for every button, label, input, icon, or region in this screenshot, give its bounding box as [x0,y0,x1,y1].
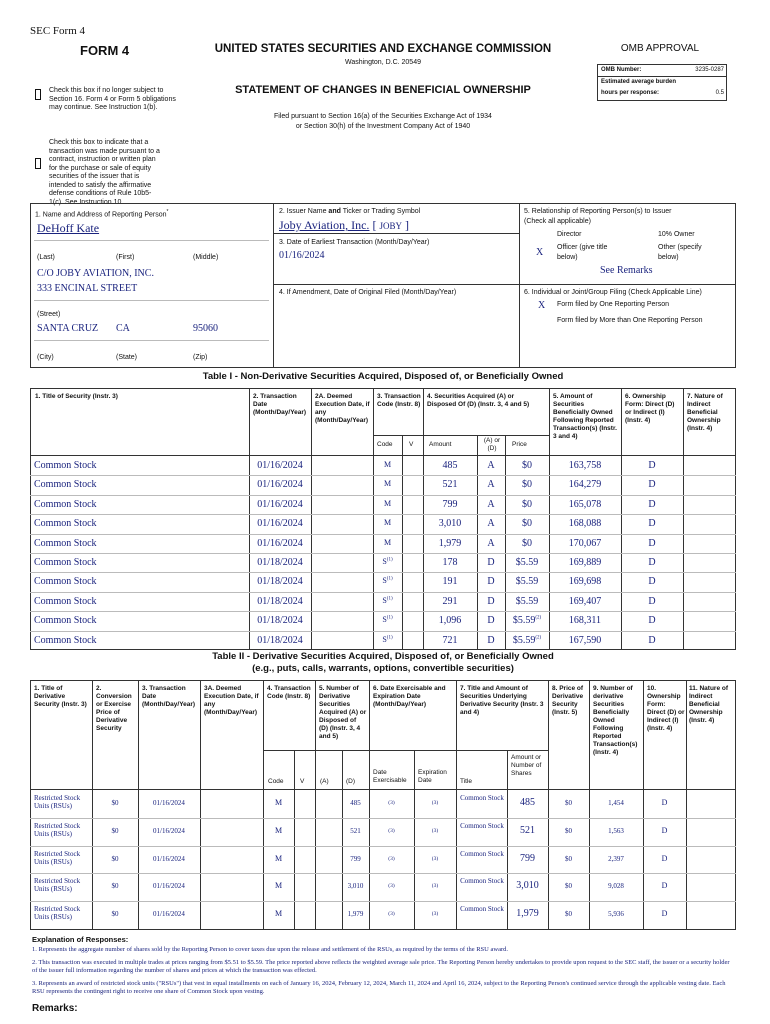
t1-h-nature: 7. Nature of Indirect Beneficial Ownership (Instr. 4) [687,393,723,432]
t2-h-price: 8. Price of Derivative Security (Instr. 5) [552,685,584,716]
filed-line-1: Filed pursuant to Section 16(a) of the Securities Exchange Act of 1934 [274,113,492,120]
statement-title: STATEMENT OF CHANGES IN BENEFICIAL OWNERSHIP [235,84,531,96]
t1-ownership-form: D [648,576,656,588]
t1-owned-following: 168,311 [568,615,602,627]
t1-h-title: 1. Title of Security (Instr. 3) [35,393,118,400]
officer-option[interactable]: Officer (give title below) [557,244,608,261]
footnote-3: 3. Represents an award of restricted stock units ("RSUs") that vest in equal installments on each of January 16, 2024, February 12, 2024, March 11, 2024 and April 16, 2024, subject to the Reporting Person's continued service through the applicable vesting date. Each RSU represents the contingent right to receive one share of Common Stock upon vesting. [32,980,726,995]
t2-disposed: 485 [350,799,361,807]
t1-transaction-date: 01/16/2024 [257,460,303,471]
last-label: (Last) [37,254,55,261]
t1-ownership-form: D [648,518,656,530]
issuer-label: 2. Issuer Name and Ticker or Trading Symbol [279,208,421,215]
t1-amount: 1,096 [438,615,462,627]
state-label: (State) [116,354,138,361]
t2-owned-following: 1,454 [608,799,624,807]
t1-h-ownership-form: 6. Ownership Form: Direct (D) or Indirect (I) (Instr. 4) [625,393,675,424]
t2-owned-following: 2,397 [608,854,624,863]
t1-transaction-code: M [383,518,392,528]
issuer-name[interactable]: Joby Aviation, Inc. [279,218,370,232]
t2-conversion-price: $0 [111,826,119,835]
t1-transaction-code: $S^{(1)}$ [382,615,393,625]
t1-amount: 191 [442,576,458,588]
omb-number-value: 3235-0287 [695,67,724,73]
t2-underlying-title: Common Stock [460,821,504,830]
t2-expiration-date: (3) [431,800,439,806]
footnote-1: 1. Represents the aggregate number of shares sold by the Reporting Person to cover taxes due upon the release and settlement of the RSUs, as required by the terms of the RSU award. [32,946,508,953]
remarks-label: Remarks: [32,1003,78,1014]
t2-h-number: 5. Number of Derivative Securities Acquired (A) or Disposed of (D) (Instr. 3, 4 and 5) [319,685,367,740]
t2-derivative-price: $0 [565,910,572,919]
t1-owned-following: 169,407 [568,595,602,607]
filed-line-2: or Section 30(h) of the Investment Company Act of 1940 [295,123,471,130]
t2-h-exp-sub: Expiration Date [418,769,447,784]
t2-derivative-title: Restricted Stock Units (RSUs) [34,877,81,894]
t1-transaction-date: 01/18/2024 [257,557,303,568]
t1-acquired-disposed: A [487,498,495,510]
t2-underlying-shares: 521 [520,824,535,836]
t1-amount: 721 [442,634,458,646]
t2-disposed: 521 [350,826,361,835]
t2-underlying-title: Common Stock [460,877,504,886]
form-title: FORM 4 [80,43,130,58]
t2-date-exercisable: (3) [388,911,395,918]
rule-10b5-1-text: Check this box to indicate that a transaction was made pursuant to a contract, instruction or written plan for the purchase or sale of equity securities of the issuer that is intended to satisfy the affirmative defense conditions of Rule 10b5-1(c). See Instruction 10. [49,139,160,206]
t2-owned-following: 9,028 [608,882,624,891]
t2-date-exercisable: (3) [388,827,395,834]
t1-ownership-form: D [648,479,656,491]
t2-h-code: 4. Transaction Code (Instr. 8) [267,685,311,700]
t1-acquired-disposed: D [487,576,495,588]
t1-transaction-code: M [383,537,392,547]
t1-h-amount-sub: Amount [429,441,452,448]
t1-ownership-form: D [648,460,656,471]
t1-transaction-code: M [383,498,392,508]
t1-transaction-date: 01/18/2024 [257,595,303,607]
zip-label: (Zip) [193,354,208,361]
state-value: CA [116,323,130,334]
t2-underlying-shares: 1,979 [516,908,539,920]
t1-transaction-date: 01/16/2024 [257,518,303,530]
t1-h-securities: 4. Securities Acquired (A) or Disposed Of (D) (Instr. 3, 4 and 5) [427,393,530,408]
city-label: (City) [37,354,54,361]
t1-security-title: Common Stock [34,518,97,530]
omb-hours-value: 0.5 [715,90,724,96]
amendment-label: 4. If Amendment, Date of Original Filed (Month/Day/Year) [279,289,457,296]
footnote-2: 2. This transaction was executed in multiple trades at prices ranging from $5.51 to $5.59. The price reported above reflects the weighted average sale price. The Reporting Person hereby undertakes to provide upon request to the SEC staff, the issuer or a security holder of the issuer full information regarding the number of shares and prices at which the transaction was effected. [32,959,730,974]
t1-h-ad-sub: (A) or (D) [483,437,501,452]
address-line-1: C/O JOBY AVIATION, INC. [37,268,154,279]
t1-h-price-sub: Price [512,441,527,448]
no-longer-subject-text: Check this box if no longer subject to Section 16. Form 4 or Form 5 obligations may continue. See Instruction 1(b). [49,87,176,111]
t2-h-shares-sub: Amount or Number of Shares [511,754,542,777]
reporting-person-label: 1. Name and Address of Reporting Person* [35,209,169,219]
t1-ownership-form: D [648,634,656,646]
t1-ownership-form: D [648,498,656,510]
t2-conversion-price: $0 [111,854,119,863]
t2-h-exercisable: 6. Date Exercisable and Expiration Date (Month/Day/Year) [373,685,446,708]
relationship-label: 5. Relationship of Reporting Person(s) to Issuer [524,208,672,215]
t1-ownership-form: D [648,595,656,607]
t1-owned-following: 165,078 [568,498,602,510]
officer-checkmark: X [536,247,544,258]
t1-h-date: 2. Transaction Date (Month/Day/Year) [253,393,307,416]
t2-derivative-price: $0 [565,826,572,835]
t1-transaction-date: 01/18/2024 [257,615,303,627]
t2-disposed: 3,010 [347,882,364,891]
t1-acquired-disposed: D [487,595,495,607]
t2-h-title: 1. Title of Derivative Security (Instr. 3) [34,685,87,708]
t2-derivative-price: $0 [565,882,572,891]
t1-price: $5.59 [515,595,539,607]
omb-number-label: OMB Number: [601,67,642,73]
t2-h-owned: 9. Number of derivative Securities Beneficially Owned Following Reported Transaction(s) (Instr. 4) [593,685,638,756]
t2-underlying-shares: 799 [520,852,535,864]
agency-location: Washington, D.C. 20549 [344,59,421,66]
t1-transaction-code: M [383,479,392,489]
t1-owned-following: 169,698 [568,576,602,588]
t1-price: $0 [522,460,532,471]
t2-h-code-sub: Code [268,778,284,785]
no-longer-subject-checkbox[interactable] [35,89,41,100]
t1-security-title: Common Stock [34,557,97,568]
t2-date-exercisable: (3) [388,855,395,862]
t1-acquired-disposed: A [487,537,495,549]
t2-conversion-price: $0 [111,799,119,807]
t2-h-conversion: 2. Conversion or Exercise Price of Derivative Security [96,685,132,732]
t1-ownership-form: D [648,537,656,549]
t2-h-ownership-form: 10. Ownership Form: Direct (D) or Indirect (I) (Instr. 4) [647,685,685,732]
t2-transaction-code: M [274,798,283,807]
t2-h-date: 3. Transaction Date (Month/Day/Year) [142,685,196,708]
t1-transaction-code: M [383,460,392,469]
t2-underlying-title: Common Stock [460,794,504,802]
t1-owned-following: 164,279 [568,479,602,491]
t1-security-title: Common Stock [34,498,97,510]
t2-expiration-date: (3) [431,883,439,890]
omb-burden-label: Estimated average burden [601,79,677,85]
t2-transaction-date: 01/16/2024 [153,854,185,863]
ten-percent-owner-option[interactable]: 10% Owner [658,231,695,238]
t1-price: $0 [522,498,532,510]
t1-acquired-disposed: A [487,479,495,491]
t2-date-exercisable: (3) [388,800,395,806]
t2-transaction-code: M [274,825,283,835]
table2-title: Table II - Derivative Securities Acquired, Disposed of, or Beneficially Owned [212,651,554,662]
t2-derivative-price: $0 [565,854,572,863]
t2-h-v-sub: V [300,778,305,785]
t2-h-deemed: 3A. Deemed Execution Date, if any (Month/Day/Year) [204,685,259,716]
t1-price: $0 [522,479,532,491]
t1-security-title: Common Stock [34,479,97,491]
t1-price: $5.59 [515,557,539,568]
t2-owned-following: 5,936 [608,910,624,919]
sec-form-label: SEC Form 4 [30,25,86,37]
t1-owned-following: 163,758 [568,460,602,471]
t2-derivative-price: $0 [565,799,572,807]
issuer-name-line: Joby Aviation, Inc. [ JOBY ] [279,218,409,232]
t1-transaction-code: $S^{(1)}$ [382,557,393,566]
t1-amount: 291 [442,595,458,607]
t1-ownership-form: D [648,615,656,627]
earliest-transaction-date: 01/16/2024 [279,250,325,261]
t2-transaction-date: 01/16/2024 [153,799,185,807]
t1-transaction-date: 01/16/2024 [257,537,303,549]
street-label: (Street) [37,311,61,318]
city-value: SANTA CRUZ [37,323,99,334]
t2-h-nature: 11. Nature of Indirect Beneficial Ownership (Instr. 4) [689,685,729,724]
zip-value: 95060 [193,323,218,334]
t2-ownership-form: D [661,798,668,807]
explanation-title: Explanation of Responses: [32,935,129,944]
t1-security-title: Common Stock [34,576,97,588]
t1-acquired-disposed: A [487,460,495,471]
t2-expiration-date: (3) [431,827,439,834]
director-option[interactable]: Director [557,231,582,238]
t2-underlying-shares: 3,010 [516,880,539,892]
filing-one-option[interactable]: Form filed by One Reporting Person [557,301,670,308]
t1-security-title: Common Stock [34,595,97,607]
filing-one-checkmark: X [538,300,546,311]
agency-title: UNITED STATES SECURITIES AND EXCHANGE COMMISSION [214,43,552,55]
omb-title: OMB APPROVAL [620,43,700,54]
t2-underlying-title: Common Stock [460,905,504,914]
t2-ownership-form: D [661,909,668,919]
table1-title: Table I - Non-Derivative Securities Acquired, Disposed of, or Beneficially Owned [202,371,564,382]
t2-transaction-date: 01/16/2024 [153,826,185,835]
t1-h-code-sub: Code [377,441,393,448]
table2-subtitle: (e.g., puts, calls, warrants, options, convertible securities) [252,663,514,674]
t1-price: $0 [522,518,532,530]
t2-expiration-date: (3) [431,855,439,862]
t1-owned-following: 168,088 [568,518,602,530]
t1-transaction-code: $S^{(1)}$ [382,595,393,605]
earliest-transaction-label: 3. Date of Earliest Transaction (Month/Day/Year) [279,239,430,246]
t1-owned-following: 169,889 [568,557,602,568]
t1-price: $5.59$^{(2)}$ [512,615,542,627]
t2-h-a-sub: (A) [320,778,329,785]
t1-security-title: Common Stock [34,615,97,627]
t1-owned-following: 170,067 [568,537,602,549]
t1-amount: 3,010 [438,518,462,530]
t2-transaction-date: 01/16/2024 [153,882,185,891]
t1-transaction-date: 01/18/2024 [257,634,303,646]
t2-conversion-price: $0 [111,882,119,891]
omb-hours-label: hours per response: [601,90,660,96]
t1-price: $0 [522,537,532,549]
t2-date-exercisable: (3) [388,883,395,890]
t2-ownership-form: D [661,825,668,835]
reporting-person-name[interactable]: DeHoff Kate [37,221,100,235]
t1-price: $5.59 [515,576,539,588]
issuer-ticker: JOBY [379,221,402,231]
t2-disposed: 1,979 [347,910,364,919]
t2-transaction-code: M [274,909,283,919]
t1-amount: 178 [442,557,458,568]
t1-acquired-disposed: D [487,615,495,627]
t1-h-code: 3. Transaction Code (Instr. 8) [377,393,421,408]
t2-h-date-ex-sub: Date Exercisable [373,769,407,784]
t2-derivative-title: Restricted Stock Units (RSUs) [34,905,81,922]
t2-transaction-code: M [274,853,283,863]
t2-transaction-date: 01/16/2024 [153,910,185,919]
t1-h-deemed: 2A. Deemed Execution Date, if any (Month/Day/Year) [315,393,370,424]
middle-label: (Middle) [193,254,219,261]
t1-amount: 485 [442,460,458,471]
t1-acquired-disposed: A [487,518,495,530]
t1-price: $5.59$^{(2)}$ [512,634,542,646]
t1-h-amount-owned: 5. Amount of Securities Beneficially Owned Following Reported Transaction(s) (Instr. 3 and 4) [553,393,617,440]
t2-h-underlying: 7. Title and Amount of Securities Underlying Derivative Security (Instr. 3 and 4) [460,685,544,716]
t1-transaction-date: 01/16/2024 [257,479,303,491]
t2-conversion-price: $0 [111,910,119,919]
t1-transaction-code: $S^{(1)}$ [382,634,393,644]
t1-owned-following: 167,590 [568,634,602,646]
t2-underlying-title: Common Stock [460,849,504,858]
t2-ownership-form: D [661,853,668,863]
t2-derivative-title: Restricted Stock Units (RSUs) [34,849,81,866]
t2-ownership-form: D [661,881,668,891]
t2-h-title-sub: Title [460,778,473,785]
relationship-sublabel: (Check all applicable) [524,218,591,225]
t1-security-title: Common Stock [34,460,97,471]
t1-amount: 799 [442,498,458,510]
other-option[interactable]: Other (specify below) [658,244,702,261]
filing-more-option[interactable]: Form filed by More than One Reporting Person [557,317,703,324]
t1-security-title: Common Stock [34,634,97,646]
filing-type-label: 6. Individual or Joint/Group Filing (Check Applicable Line) [524,289,702,296]
t2-owned-following: 1,563 [608,826,624,835]
first-label: (First) [116,254,135,261]
t2-derivative-title: Restricted Stock Units (RSUs) [34,794,81,810]
t2-underlying-shares: 485 [520,797,535,808]
t1-acquired-disposed: D [487,557,495,568]
t1-security-title: Common Stock [34,537,97,549]
t2-expiration-date: (3) [431,911,439,918]
t2-h-d-sub: (D) [346,778,356,785]
address-line-2: 333 ENCINAL STREET [37,283,138,294]
t1-transaction-date: 01/16/2024 [257,498,303,510]
see-remarks-link[interactable]: See Remarks [600,265,653,276]
t2-derivative-title: Restricted Stock Units (RSUs) [34,821,81,838]
rule-10b5-1-checkbox[interactable] [35,158,41,169]
t1-acquired-disposed: D [487,634,495,646]
t1-amount: 1,979 [438,537,462,549]
t2-disposed: 799 [350,854,361,863]
t1-h-v-sub: V [409,441,414,448]
t2-transaction-code: M [274,881,283,891]
t1-ownership-form: D [648,557,656,568]
t1-amount: 521 [442,479,458,491]
t1-transaction-code: $S^{(1)}$ [382,576,393,586]
t1-transaction-date: 01/18/2024 [257,576,303,588]
